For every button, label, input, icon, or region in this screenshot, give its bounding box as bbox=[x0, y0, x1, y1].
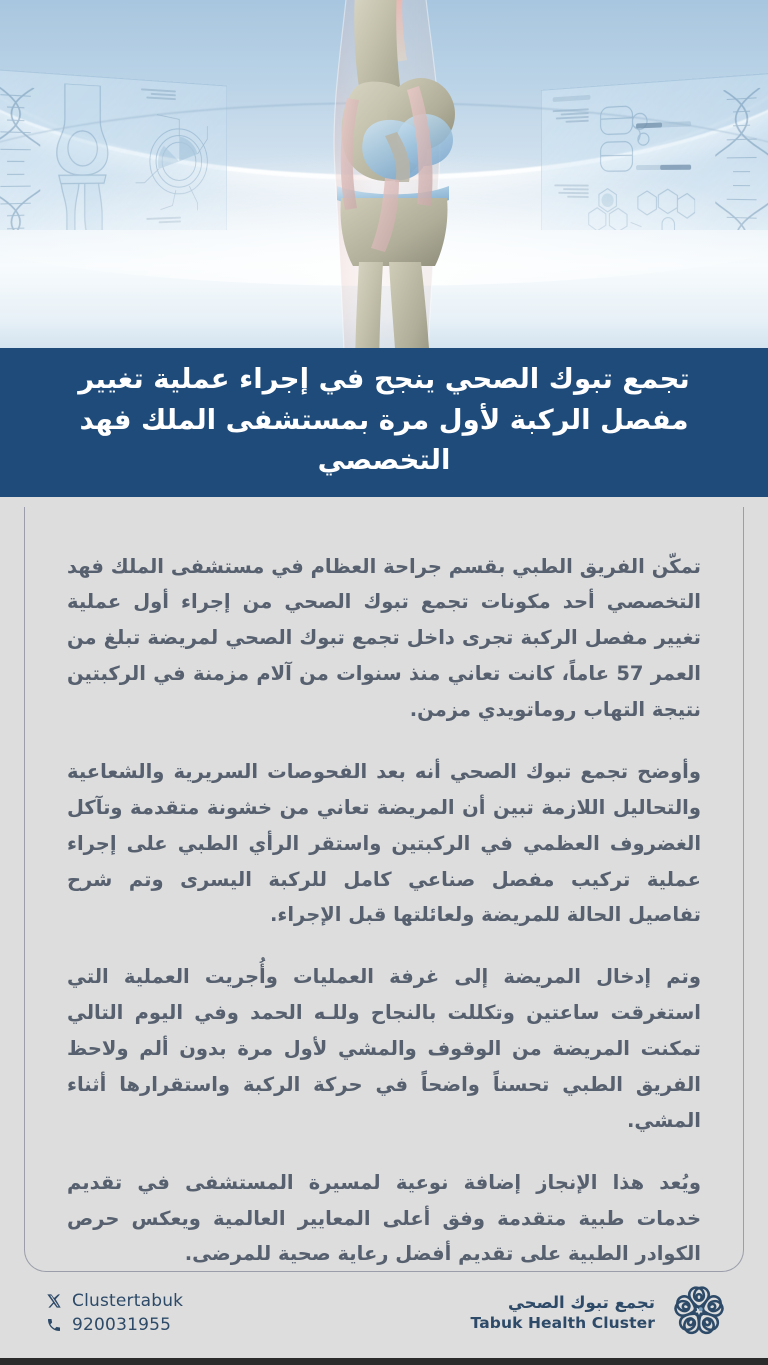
brand-logo-group bbox=[471, 1282, 728, 1344]
bottom-edge-bar bbox=[0, 1358, 768, 1365]
hero-image bbox=[0, 0, 768, 348]
knee-joint-3d-model bbox=[259, 0, 509, 348]
headline-band bbox=[0, 348, 768, 497]
footer bbox=[0, 1272, 768, 1365]
social-handle-x-label: Clustertabuk bbox=[72, 1291, 184, 1312]
page-title: تجمع تبوك الصحي ينجح في إجراء عملية تغيير مفصل الركبة لأول مرة بمستشفى الملك فهد التخصصي bbox=[78, 363, 690, 477]
phone-icon bbox=[44, 1317, 63, 1333]
tabuk-health-cluster-star-logo bbox=[670, 1282, 728, 1344]
social-contact-group bbox=[44, 1291, 183, 1335]
contact-phone-label: 920031955 bbox=[72, 1315, 172, 1336]
brand-name-ar: تجمع تبوك الصحي bbox=[507, 1293, 655, 1313]
article-paragraph: تمكّن الفريق الطبي بقسم جراحة العظام في مستشفى الملك فهد التخصصي أحد مكونات تجمع تبوك الصحي من إجراء أول عملية تغيير مفصل الركبة تجرى داخل تجمع تبوك الصحي لمريضة تبلغ من العمر 57 عاماً، كانت تعاني منذ سنوات من آلام مزمنة في الركبتين نتيجة التهاب روماتويدي مزمن. bbox=[67, 554, 701, 722]
panel-caption-lines bbox=[141, 88, 176, 102]
x-twitter-icon bbox=[44, 1293, 63, 1309]
article-paragraph: وتم إدخال المريضة إلى غرفة العمليات وأُجريت العملية التي استغرقت ساعتين وتكللت بالنجاح وللـه الحمد وفي اليوم التالي تمكنت المريضة من الوقوف والمشي لأول مرة بدون ألم ولاحظ الفريق الطبي تحسناً واضحاً في حركة الركبة واستقرارها أثناء المشي. bbox=[67, 965, 701, 1132]
panel-header-bar bbox=[553, 95, 591, 102]
fibula-shaft bbox=[355, 262, 383, 348]
article-paragraph: ويُعد هذا الإنجاز إضافة نوعية لمسيرة المستشفى في تقديم خدمات طبية متقدمة وفق أعلى المعايير العالمية ويعكس حرص الكوادر الطبية على تقديم أفضل رعاية صحية للمرضى. bbox=[67, 1170, 701, 1266]
article-card bbox=[24, 507, 744, 1272]
article-paragraph: وأوضح تجمع تبوك الصحي أنه بعد الفحوصات السريرية والشعاعية والتحاليل اللازمة تبين أن المريضة تعاني من خشونة متقدمة وتآكل الغضروف العظمي في الركبتين واستقر الرأي الطبي على إجراء عملية تركيب مفصل صناعي كامل للركبة اليسرى وتم شرح تفاصيل الحالة للمريضة ولعائلتها قبل الإجراء. bbox=[67, 759, 701, 927]
social-handle-x[interactable] bbox=[44, 1291, 183, 1311]
article-body-wrapper bbox=[0, 497, 768, 1272]
brand-name-en: Tabuk Health Cluster bbox=[470, 1313, 655, 1332]
contact-phone[interactable] bbox=[44, 1315, 183, 1335]
brand-text bbox=[471, 1293, 655, 1333]
